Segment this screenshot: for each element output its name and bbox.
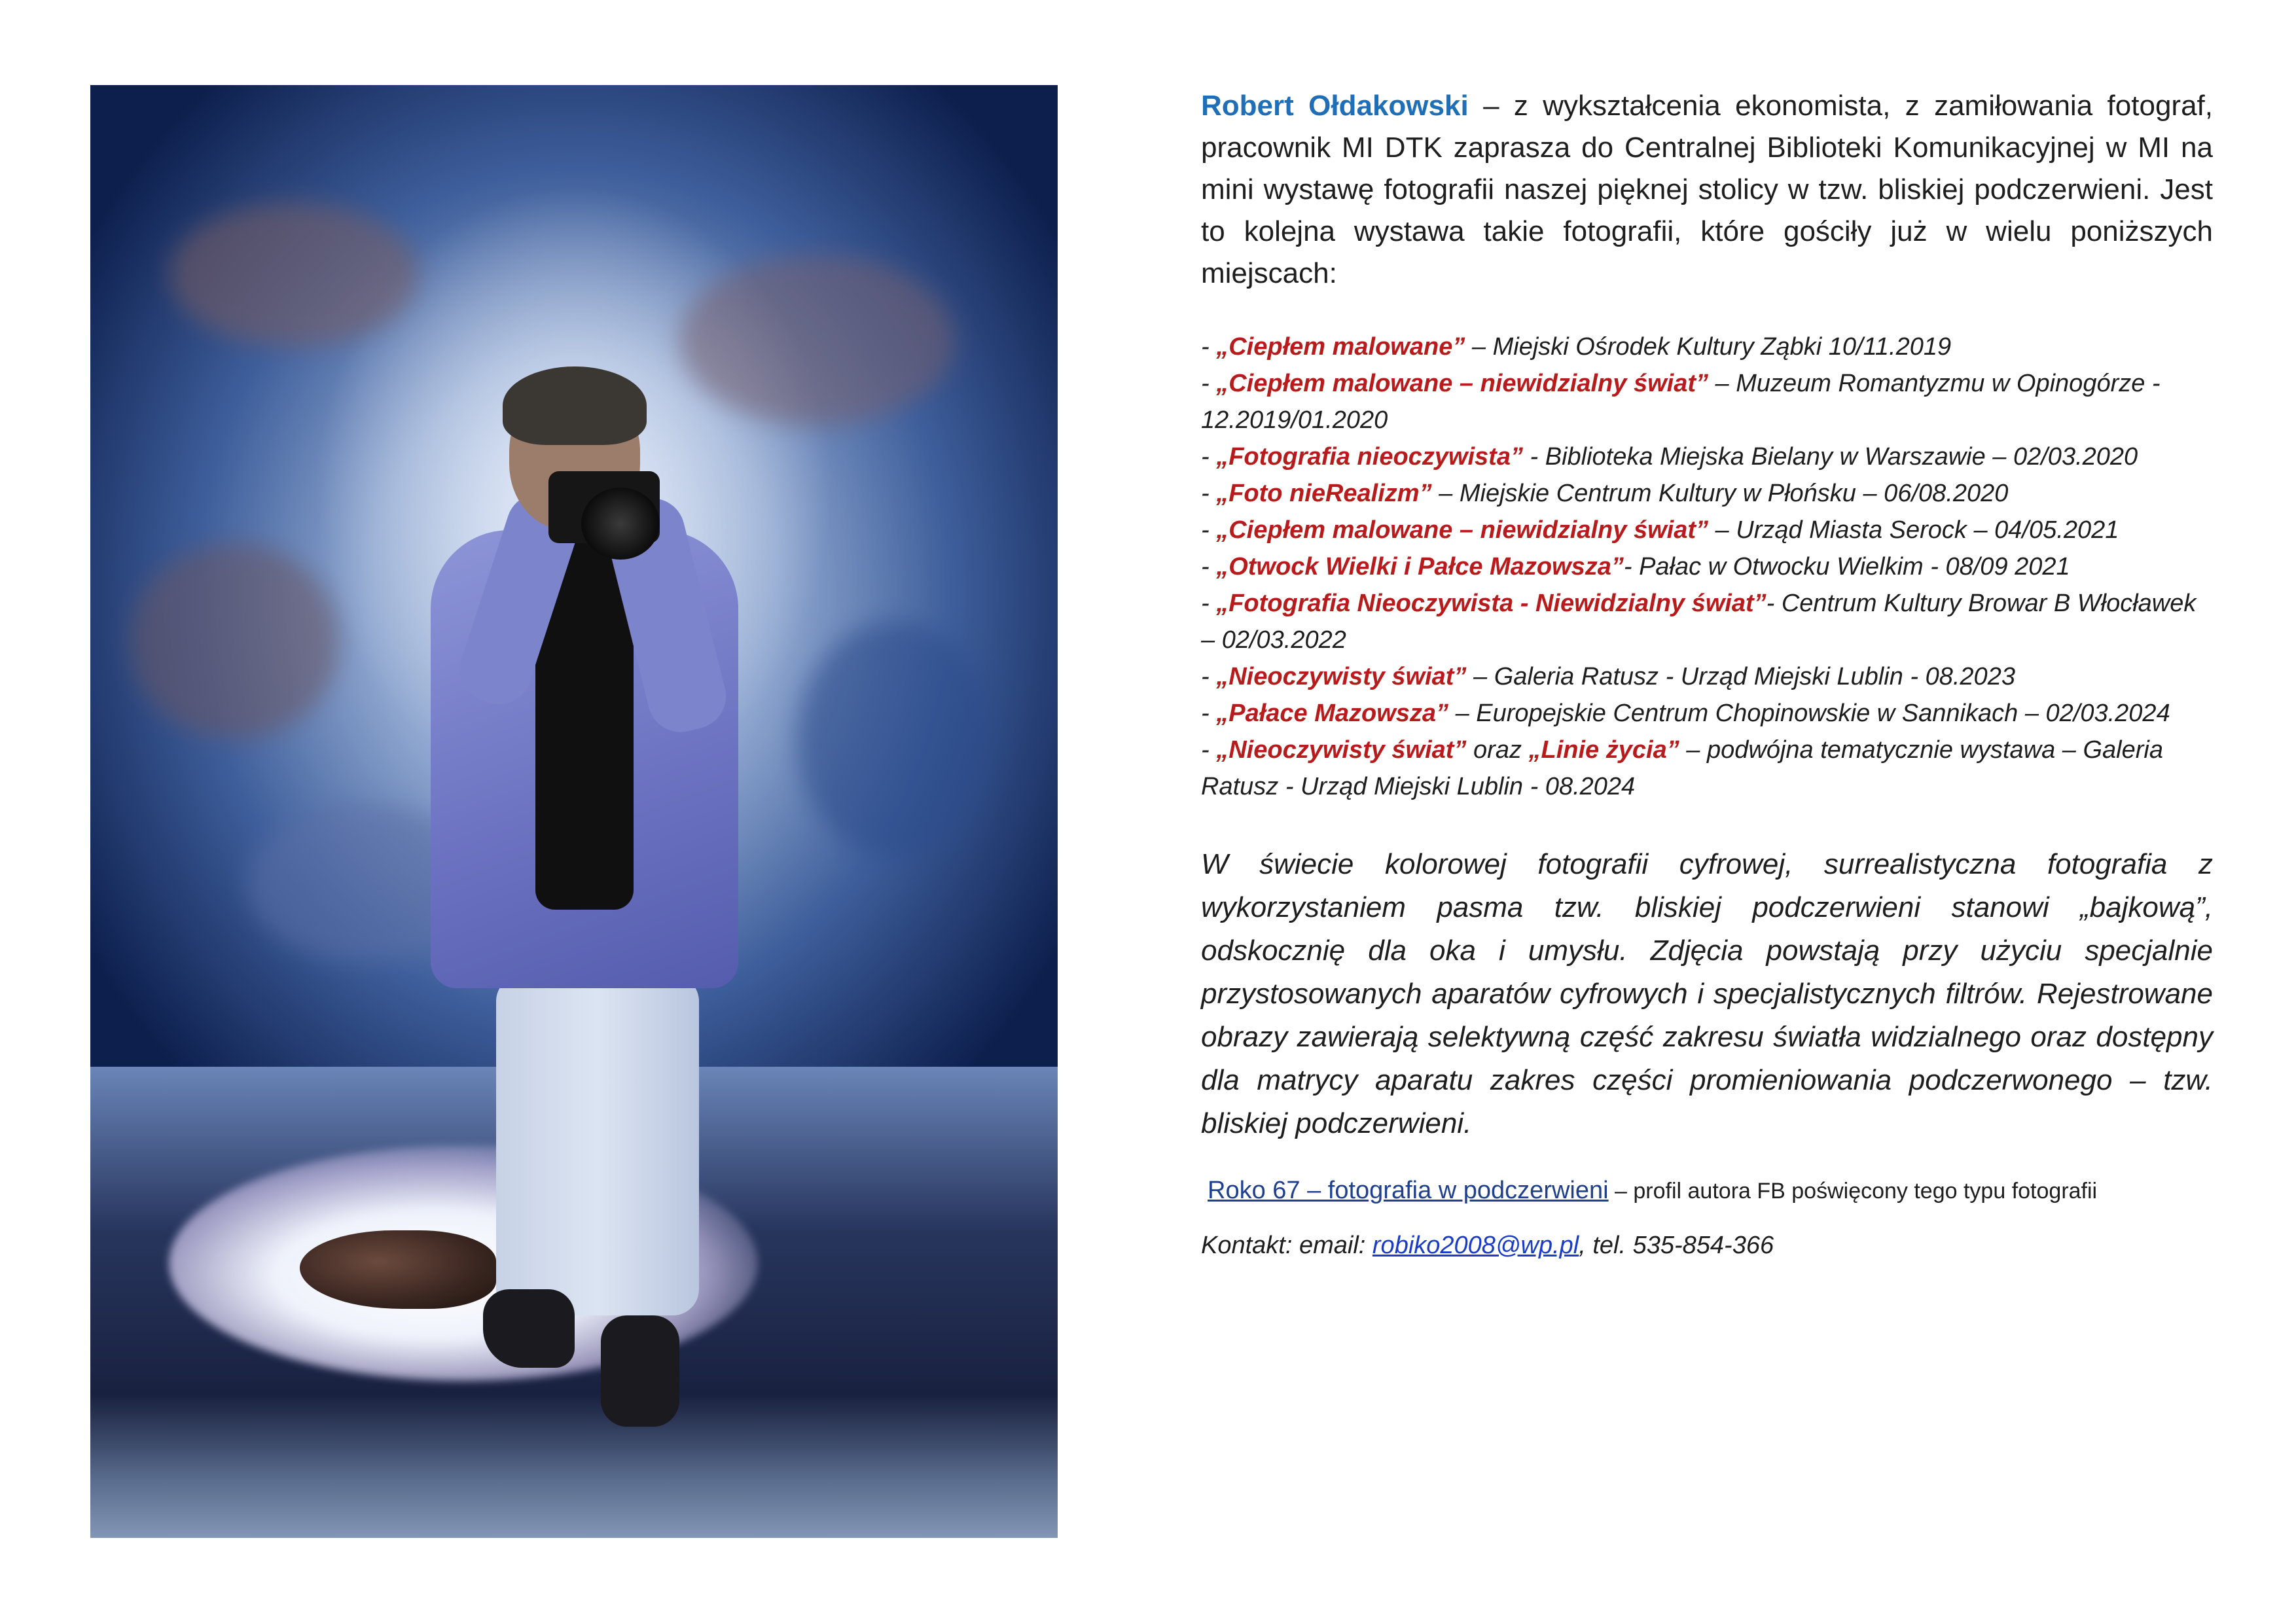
exhibition-detail: – Europejskie Centrum Chopinowskie w Sannikach – 02/03.2024 (1448, 700, 2170, 727)
contact-label: Kontakt: email: (1201, 1232, 1372, 1259)
figure-hair (503, 366, 647, 445)
exhibition-item (1201, 475, 2213, 512)
exhibition-title: „Pałace Mazowsza” (1216, 700, 1449, 727)
exhibition-item (1201, 695, 2213, 732)
contact-line (1201, 1227, 2213, 1264)
exhibition-title: „Foto nieRealizm” (1216, 480, 1432, 507)
exhibition-item (1201, 548, 2213, 585)
exhibition-list (1201, 329, 2213, 805)
exhibition-mid: oraz (1466, 736, 1529, 764)
fb-profile-line (1208, 1174, 2213, 1207)
photographer-figure (404, 294, 810, 1420)
exhibition-title2: „Linie życia” (1528, 736, 1679, 764)
exhibition-prefix: - (1201, 480, 1217, 507)
exhibition-prefix: - (1201, 370, 1217, 397)
exhibition-title: „Nieoczywisty świat” (1216, 663, 1467, 690)
exhibition-prefix: - (1201, 663, 1217, 690)
intro-text: – z wykształcenia ekonomista, z zamiłowania fotograf, pracownik MI DTK zaprasza do Centralnej Biblioteki Komunikacyjnej w MI na mini wystawę fotografii naszej pięknej stolicy w tzw. bliskiej podczerwieni. Jest to kolejna wystawa takie fotografii, które gościły już w wielu poniższych miejscach: (1201, 90, 2213, 289)
figure-shoe-left (483, 1289, 575, 1368)
exhibition-prefix: - (1201, 553, 1217, 580)
exhibition-detail: - Pałac w Otwocku Wielkim - 08/09 2021 (1623, 553, 2070, 580)
exhibition-prefix: - (1201, 333, 1217, 361)
exhibition-title: „Ciepłem malowane – niewidzialny świat” (1216, 516, 1708, 544)
intro-paragraph (1201, 85, 2213, 294)
exhibition-detail: – podwójna tematycznie wystawa – Galeria Ratusz - Urząd Miejski Lublin - 08.2024 (1201, 736, 2163, 800)
exhibition-prefix: - (1201, 736, 1217, 764)
exhibition-detail: – Muzeum Romantyzmu w Opinogórze - 12.2019/01.2020 (1201, 370, 2161, 434)
exhibition-title: „Ciepłem malowane” (1216, 333, 1465, 361)
exhibition-title: „Ciepłem malowane – niewidzialny świat” (1216, 370, 1708, 397)
photographer-photo (90, 85, 1058, 1538)
camera-lens (581, 488, 660, 560)
exhibition-detail: – Urząd Miasta Serock – 04/05.2021 (1708, 516, 2119, 544)
exhibition-prefix: - (1201, 516, 1217, 544)
exhibition-detail: - Biblioteka Miejska Bielany w Warszawie – 02/03.2020 (1522, 443, 2138, 471)
exhibition-prefix: - (1201, 443, 1217, 471)
exhibition-title: „Nieoczywisty świat” (1216, 736, 1467, 764)
contact-phone: , tel. 535-854-366 (1579, 1232, 1774, 1259)
exhibition-prefix: - (1201, 700, 1217, 727)
exhibition-prefix: - (1201, 590, 1217, 617)
exhibition-detail: - Centrum Kultury Browar B Włocławek – 02/03.2022 (1201, 590, 2197, 654)
email-link[interactable]: robiko2008@wp.pl (1372, 1232, 1579, 1259)
figure-shoe-right (601, 1315, 679, 1427)
exhibition-item (1201, 365, 2213, 438)
figure-legs (496, 975, 699, 1315)
exhibition-title: „Otwock Wielki i Pałce Mazowsza” (1216, 553, 1624, 580)
text-column (1201, 85, 2213, 1264)
exhibition-item (1201, 329, 2213, 365)
exhibition-detail: – Galeria Ratusz - Urząd Miejski Lublin - 08.2023 (1466, 663, 2015, 690)
exhibition-title: „Fotografia Nieoczywista - Niewidzialny świat” (1216, 590, 1767, 617)
exhibition-item (1201, 658, 2213, 695)
description-paragraph: W świecie kolorowej fotografii cyfrowej, surrealistyczna fotografia z wykorzystaniem pasma tzw. bliskiej podczerwieni stanowi „bajkową”, odskocznię dla oka i umysłu. Zdjęcia powstają przy użyciu specjalnie przystosowanych aparatów cyfrowych i specjalistycznych filtrów. Rejestrowane obrazy zawierają selektywną część zakresu światła widzialnego oraz dostępny dla matrycy aparatu zakres części promieniowania podczerwonego – tzw. bliskiej podczerwieni. (1201, 848, 2213, 1139)
exhibition-detail: – Miejskie Centrum Kultury w Płońsku – 06/08.2020 (1431, 480, 2009, 507)
fb-profile-text: – profil autora FB poświęcony tego typu fotografii (1608, 1179, 2098, 1204)
exhibition-item (1201, 585, 2213, 658)
exhibition-item (1201, 438, 2213, 475)
exhibition-title: „Fotografia nieoczywista” (1216, 443, 1523, 471)
exhibition-item (1201, 512, 2213, 548)
exhibition-detail: – Miejski Ośrodek Kultury Ząbki 10/11.2019 (1465, 333, 1952, 361)
fb-profile-link[interactable]: Roko 67 – fotografia w podczerwieni (1208, 1177, 1609, 1204)
exhibition-item (1201, 732, 2213, 805)
author-name: Robert Ołdakowski (1201, 90, 1469, 122)
